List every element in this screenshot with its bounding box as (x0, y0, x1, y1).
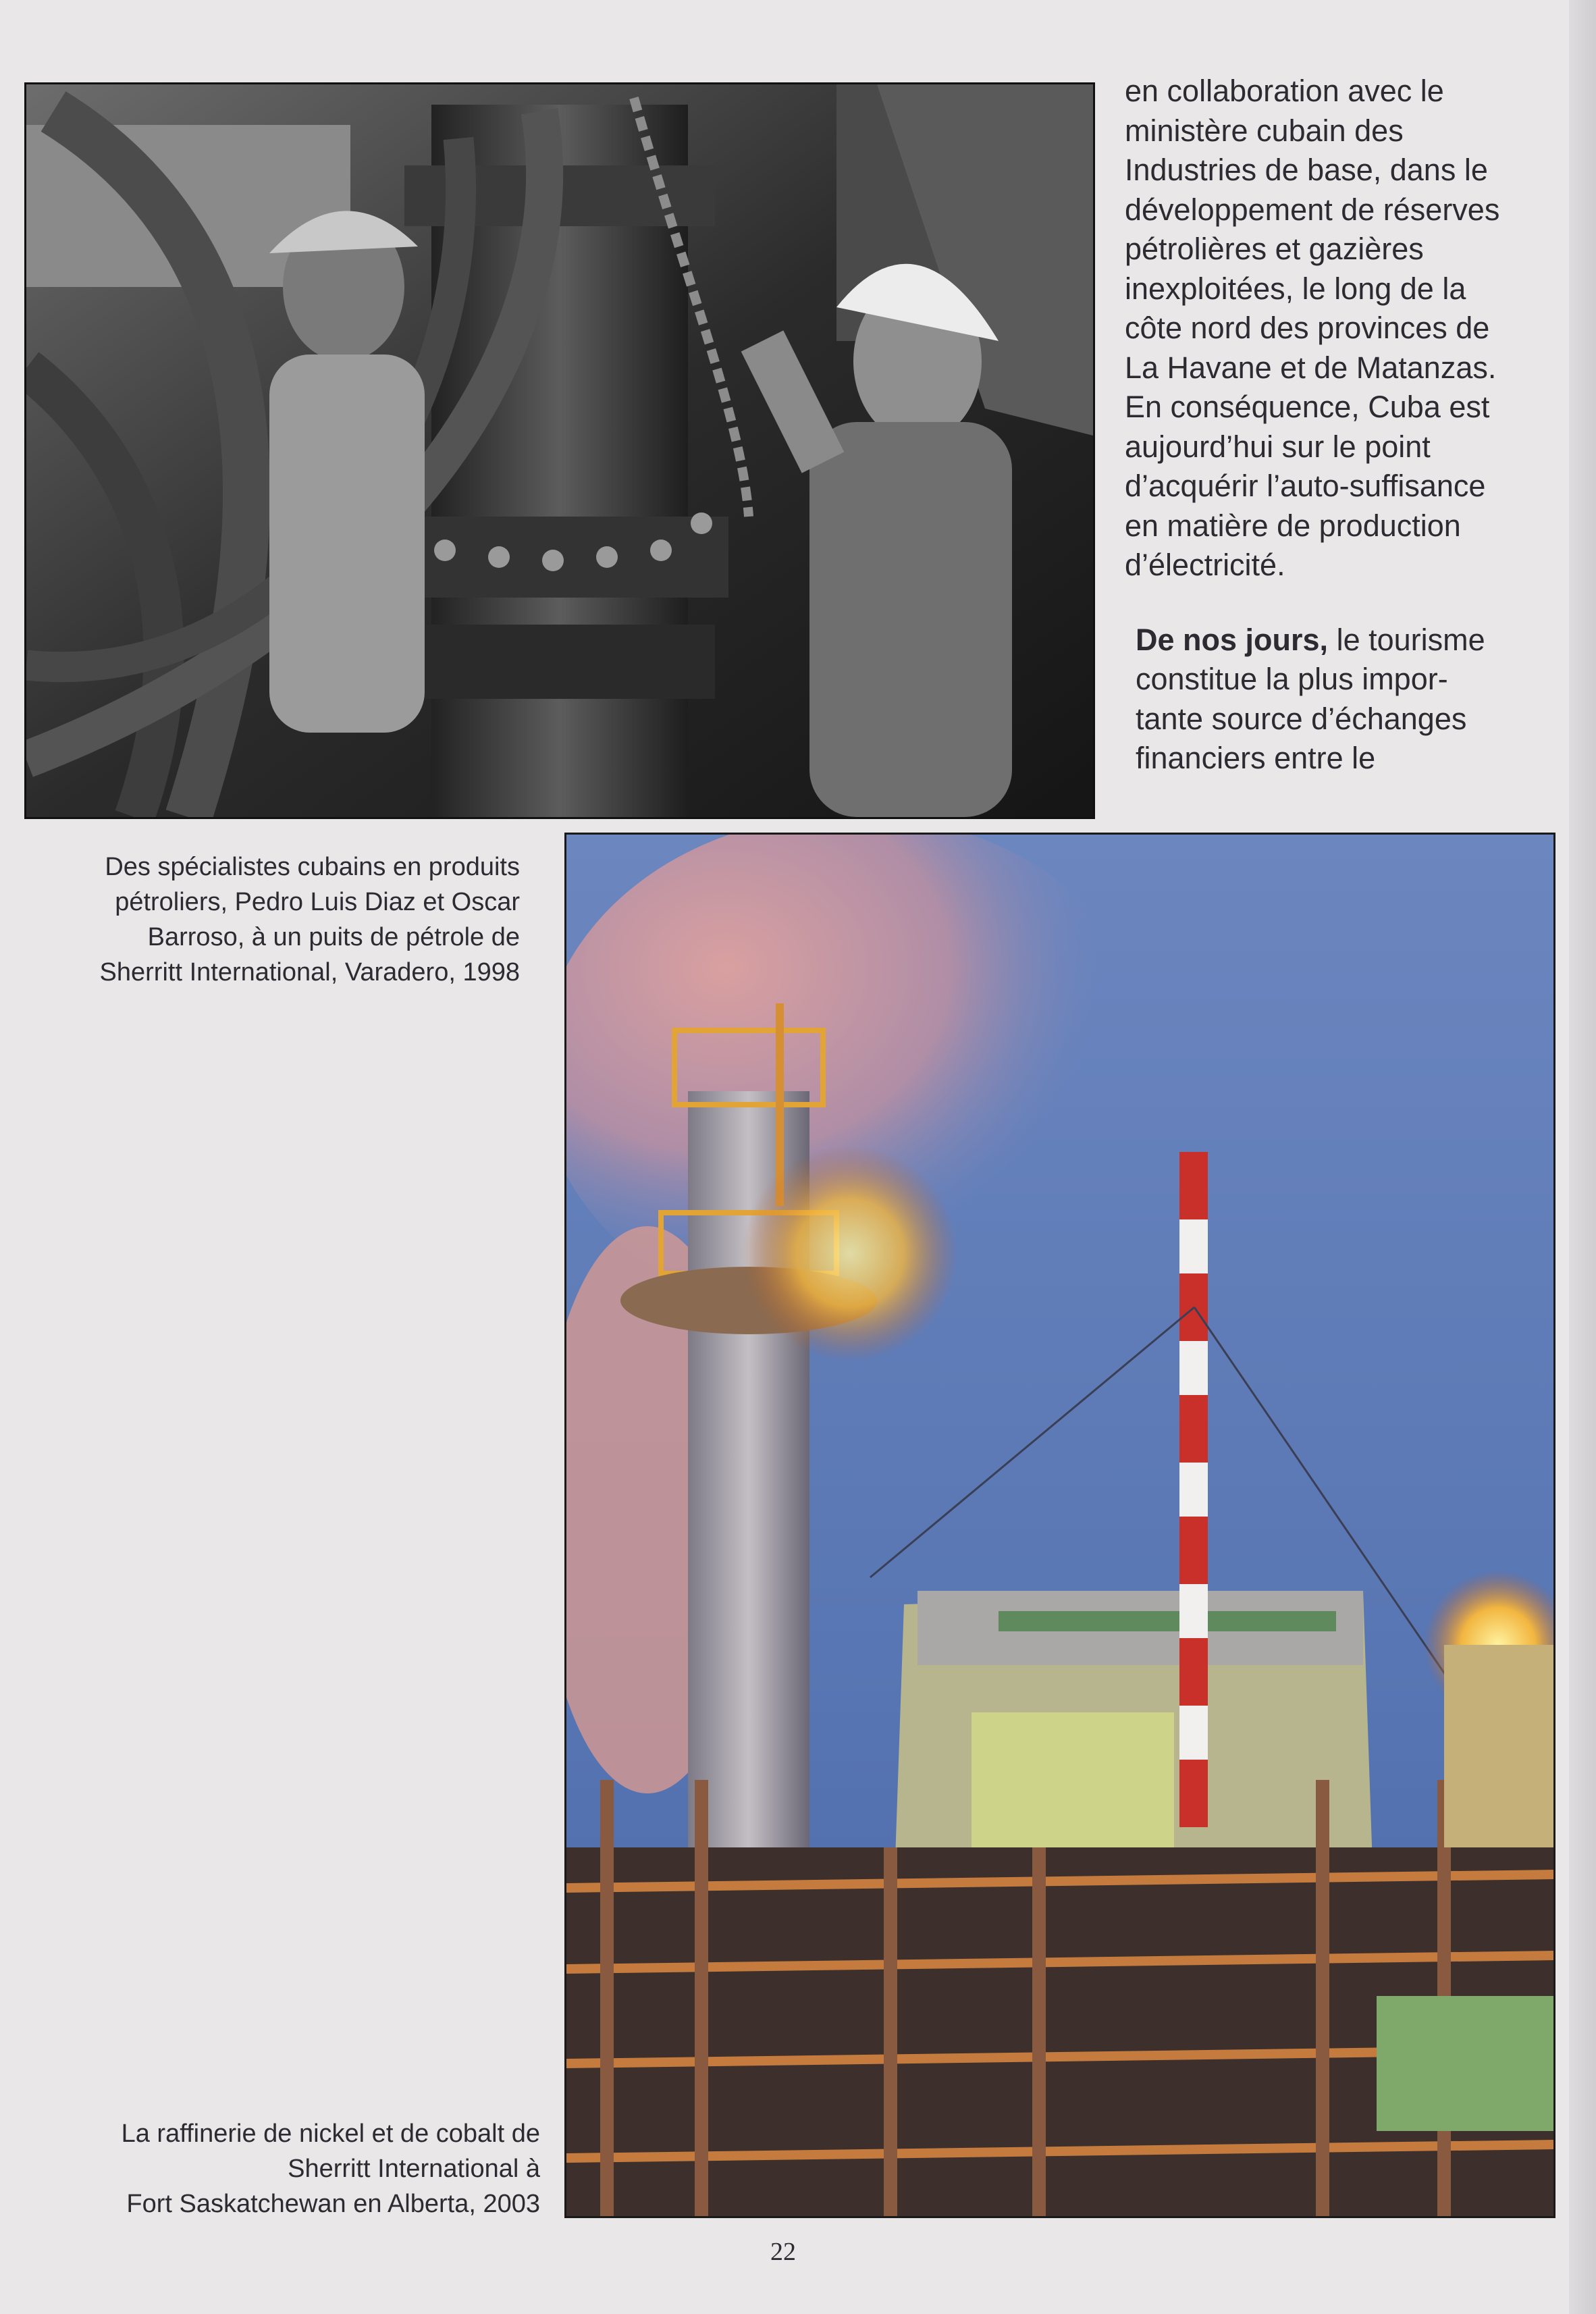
text-line (1136, 621, 1557, 660)
text-line: tante source d’échanges (1136, 701, 1467, 736)
text-line: En conséquence, Cuba est (1125, 390, 1490, 424)
body-paragraph-2 (1125, 621, 1557, 779)
caption-line: Sherritt International, Varadero, 1998 (99, 958, 520, 987)
oil-well-workers-photo (24, 82, 1095, 819)
caption-line: Barroso, à un puits de pétrole de (147, 923, 520, 951)
caption-line: Des spécialistes cubains en produits (105, 853, 520, 881)
paragraph-lead-in: De nos jours, (1136, 622, 1329, 657)
text-line: constitue la plus impor- (1136, 662, 1448, 696)
chimney (1179, 1152, 1208, 1827)
text-line: d’acquérir l’auto-suffisance (1125, 469, 1486, 503)
body-paragraph-1 (1125, 72, 1557, 585)
page-edge (1569, 0, 1596, 2314)
text-line: inexploitées, le long de la (1125, 271, 1466, 306)
text-fragment: le tourisme (1328, 622, 1485, 657)
caption-line: La raffinerie de nickel et de cobalt de (121, 2120, 540, 2148)
text-line: d’électricité. (1125, 548, 1285, 582)
text-line: aujourd’hui sur le point (1125, 429, 1431, 464)
text-line: Industries de base, dans le (1125, 153, 1488, 187)
refinery-caption (41, 2116, 540, 2221)
page-number: 22 (770, 2238, 796, 2266)
text-line: développement de réserves (1125, 192, 1500, 227)
body-text-column (1125, 72, 1557, 779)
refinery-photo (564, 833, 1555, 2218)
text-line: ministère cubain des (1125, 113, 1404, 148)
caption-line: pétroliers, Pedro Luis Diaz et Oscar (115, 888, 520, 916)
text-line: côte nord des provinces de (1125, 311, 1490, 345)
caption-line: Fort Saskatchewan en Alberta, 2003 (126, 2190, 540, 2218)
text-line: en collaboration avec le (1125, 74, 1444, 108)
text-line: en matière de production (1125, 508, 1461, 543)
caption-line: Sherritt International à (288, 2155, 540, 2183)
oil-well-caption (27, 849, 520, 990)
text-line: financiers entre le (1136, 741, 1376, 775)
text-line: La Havane et de Matanzas. (1125, 350, 1497, 385)
text-line: pétrolières et gazières (1125, 232, 1424, 266)
